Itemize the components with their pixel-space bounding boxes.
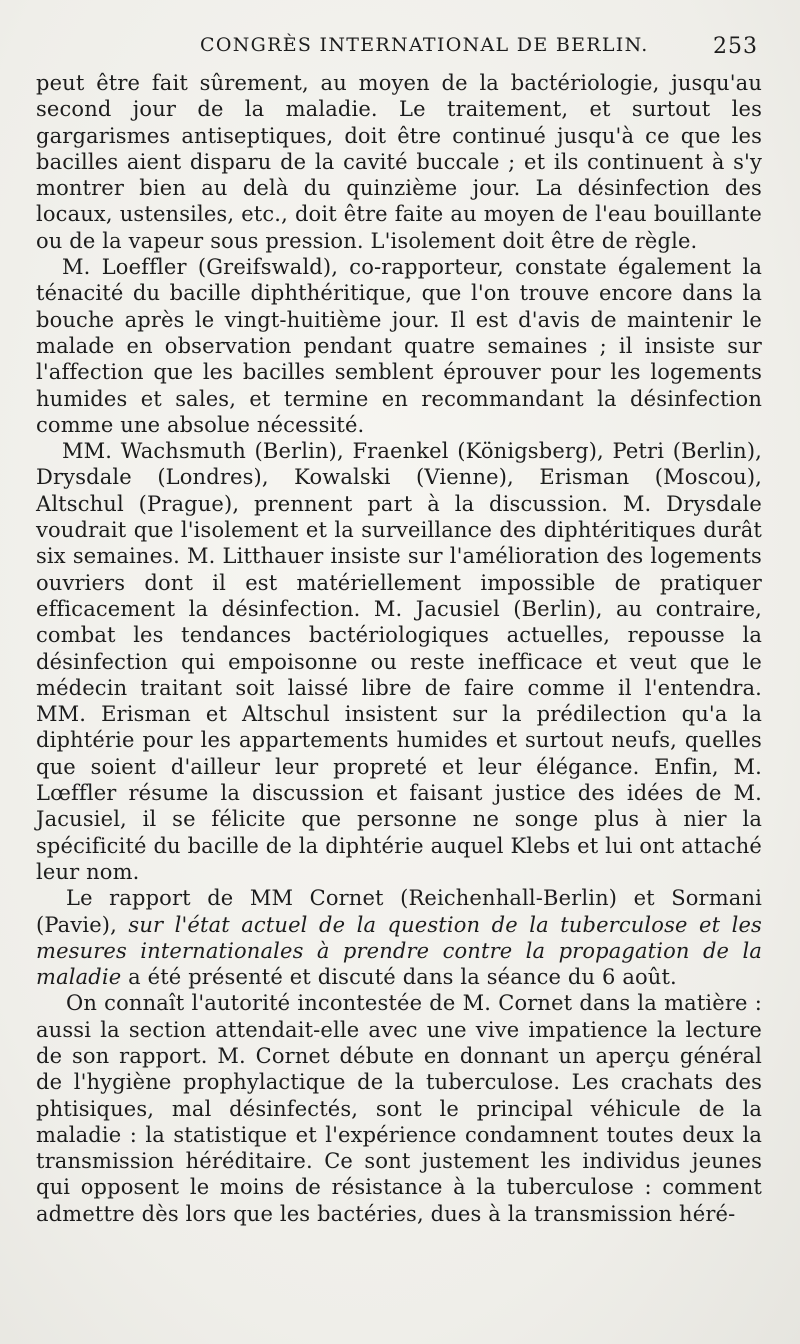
running-title: CONGRÈS INTERNATIONAL DE BERLIN.	[200, 34, 649, 56]
report-outro-text: a été présenté et discuté dans la séance du 6 août.	[121, 965, 677, 990]
paragraph-continuation: peut être fait sûrement, au moyen de la bactériologie, jusqu'au second jour de la maladie. Le traitement, et surtout les gargarismes antiseptiques, doit être continué jusqu'à ce que les bacilles aient disparu de la cavité buccale ; et ils continuent à s'y montrer bien au delà du quinzième jour. La désinfection des locaux, ustensiles, etc., doit être faite au moyen de l'eau bouillante ou de la vapeur sous pression. L'isolement doit être de règle.	[36, 71, 762, 253]
paragraph-discussion: MM. Wachsmuth (Berlin), Fraenkel (Königsberg), Petri (Berlin), Drysdale (Londres), Kowalski (Vienne), Erisman (Moscou), Altschul (Prague), prennent part à la discussion. M. Drysdale voudrait que l'isolement et la surveillance des diphtéritiques durât six semaines. M. Litthauer insiste sur l'amélioration des logements ouvriers dont il est matériellement impossible de pratiquer efficacement la désinfection. M. Jacusiel (Berlin), au contraire, combat les tendances bactériologiques actuelles, repousse la désinfection qui empoisonne ou reste inefficace et veut que le médecin traitant soit laissé libre de faire comme il l'entendra. MM. Erisman et Altschul insistent sur la prédilection qu'a la diphtérie pour les appartements humides et surtout neufs, quelles que soient d'ailleur leur propreté et leur élégance. Enfin, M. Lœffler résume la discussion et faisant justice des idées de M. Jacusiel, il se félicite que personne ne songe plus à nier la spécificité du bacille de la diphtérie auquel Klebs et lui ont attaché leur nom.	[36, 439, 762, 884]
paragraph-loeffler: M. Loeffler (Greifswald), co-rapporteur, constate également la ténacité du bacille diphthéritique, que l'on trouve encore dans la bouche après le vingt-huitième jour. Il est d'avis de maintenir le malade en observation pendant quatre semaines ; il insiste sur l'affection que les bacilles semblent éprouver pour les logements humides et sales, et termine en recommandant la désinfection comme une absolue nécessité.	[36, 255, 762, 437]
paragraph-cornet-authority: On connaît l'autorité incontestée de M. Cornet dans la matière : aussi la section attendait-elle avec une vive impatience la lecture de son rapport. M. Cornet débute en donnant un aperçu général de l'hygiène prophylactique de la tuberculose. Les crachats des phtisiques, mal désinfectés, sont le principal véhicule de la maladie : la statistique et l'expérience condamnent toutes deux la transmission héréditaire. Ce sont justement les individus jeunes qui opposent le moins de résistance à la tuberculose : comment admettre dès lors que les bactéries, dues à la transmission héré-	[36, 991, 762, 1226]
report-title-italic: sur l'état actuel de la question de la tuberculose et les mesures internationales à prendre contre la propagation de la maladie	[36, 912, 762, 990]
paragraph-cornet-report	[36, 885, 762, 990]
body-text	[36, 70, 762, 1227]
report-intro-text: Le rapport de MM Cornet (Reichenhall-Berlin) et Sormani (Pavie),	[36, 886, 762, 937]
page-number: 253	[713, 34, 758, 59]
page-header	[40, 34, 758, 60]
